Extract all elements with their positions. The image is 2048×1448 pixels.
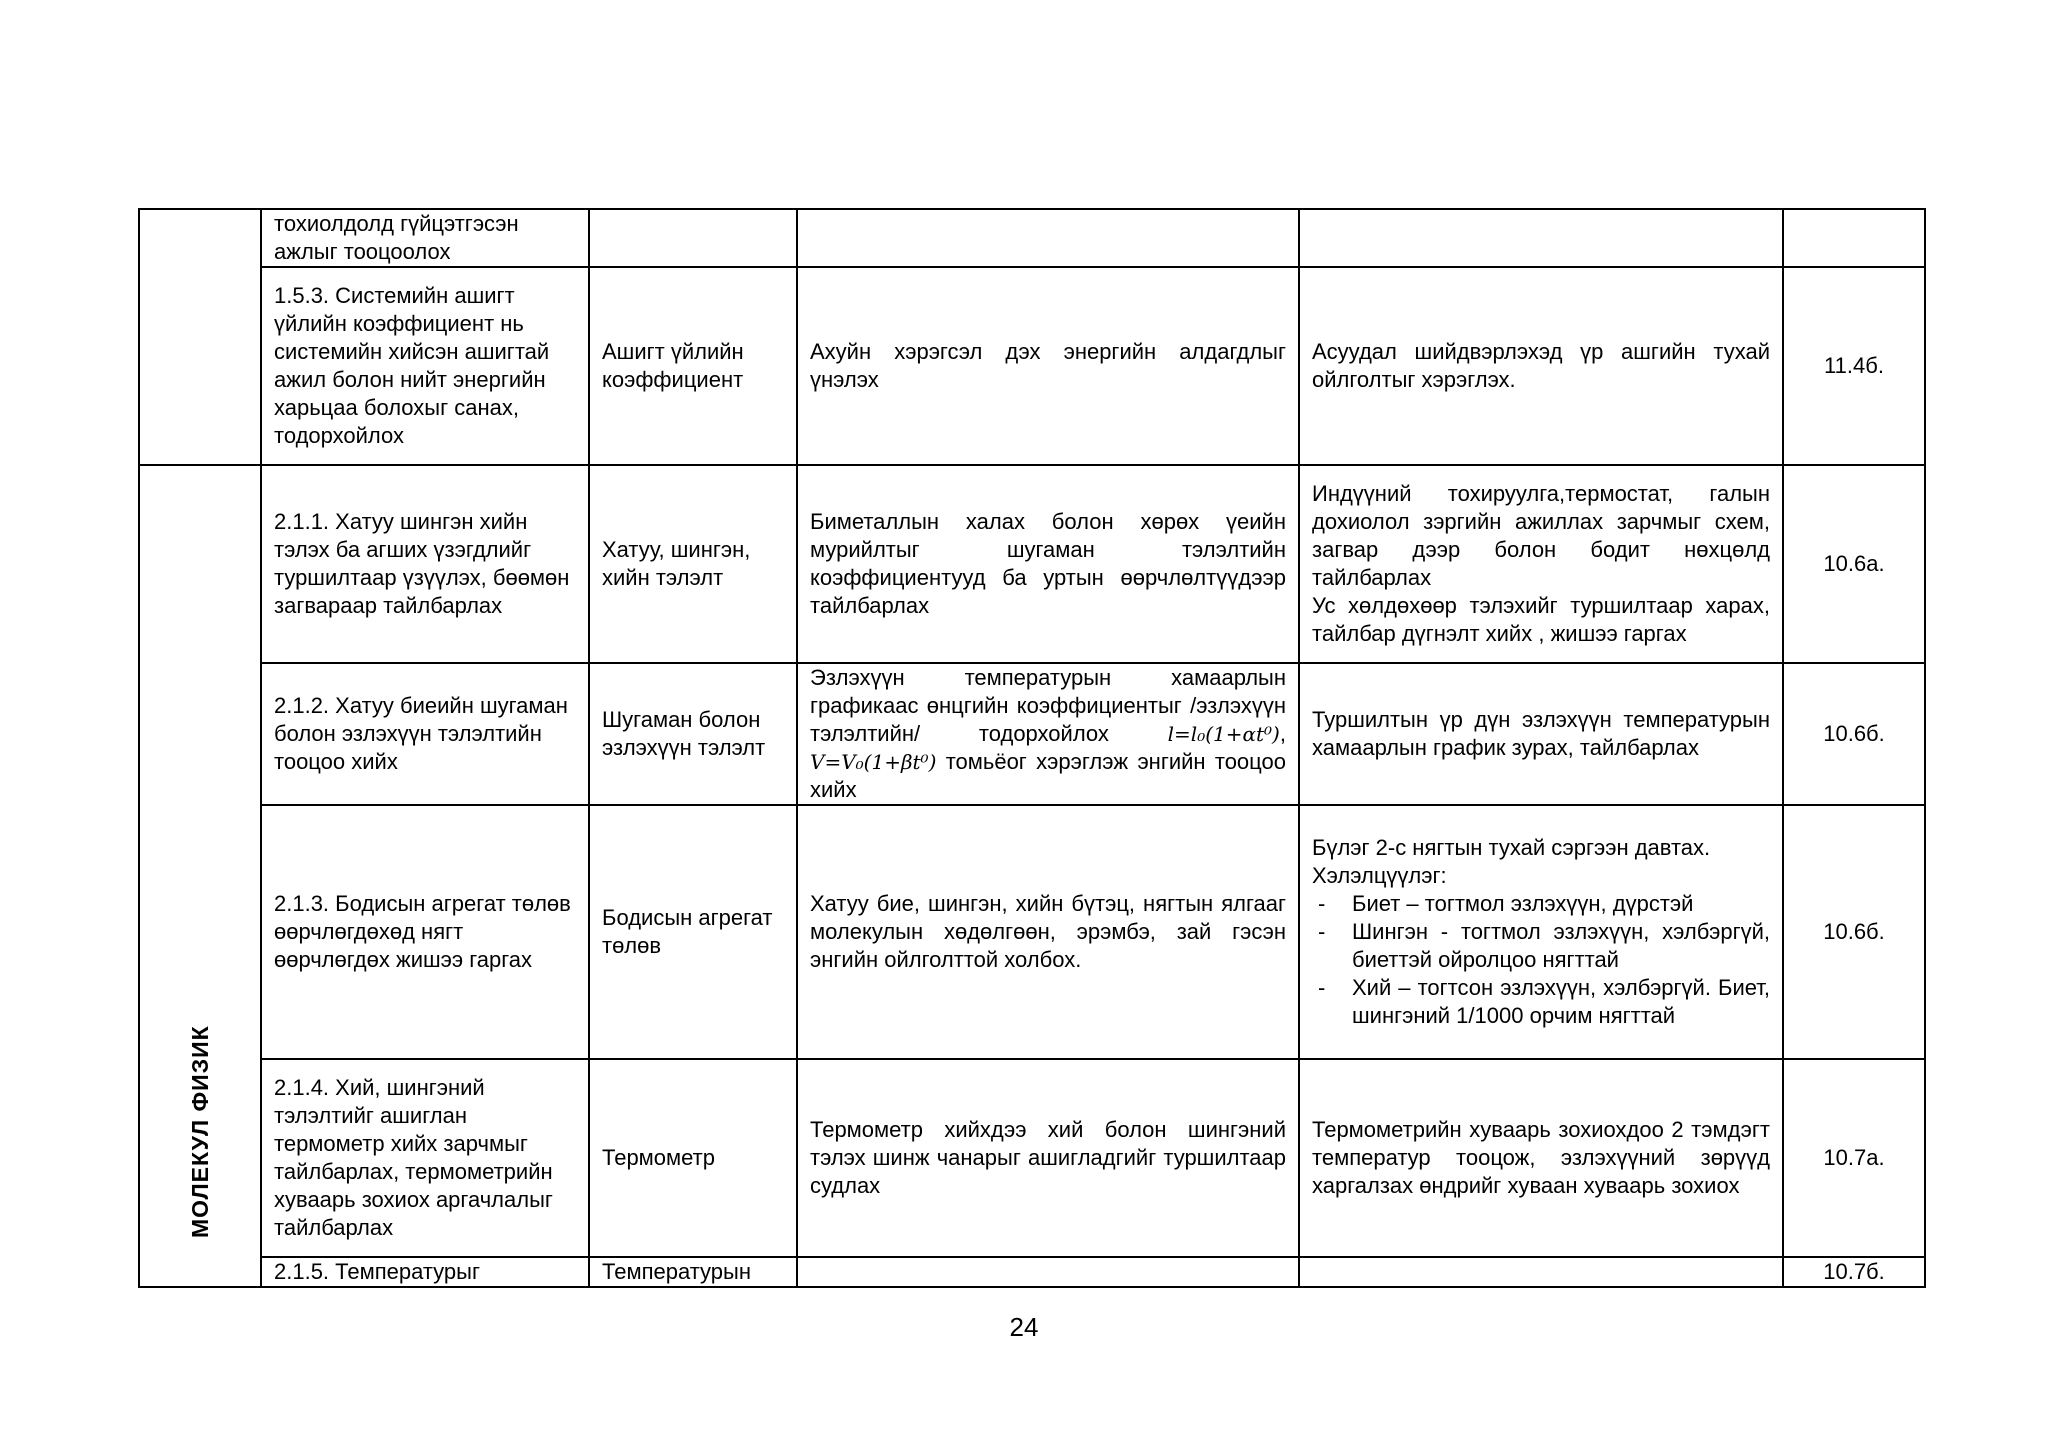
code-cell: 11.4б.: [1783, 267, 1925, 465]
table-row: [139, 1059, 1925, 1257]
activity-cell: Туршилтын үр дүн эзлэхүүн температурын хамаарлын график зурах, тайлбарлах: [1299, 663, 1783, 805]
criteria-cell: Биметаллын халах болон хөрөх үеийн мурийлтыг шугаман тэлэлтийн коэффициентууд ба уртын өөрчлөлтүүдээр тайлбарлах: [797, 465, 1299, 663]
activity-cell: Термометрийн хуваарь зохиохдоо 2 тэмдэгт температур тооцож, эзлэхүүний зөрүүд харгалзах өндрийг хуваан хуваарь зохиох: [1299, 1059, 1783, 1257]
code-cell: 10.6б.: [1783, 805, 1925, 1059]
formula-linear: l=l₀(1+αt⁰): [1167, 722, 1280, 746]
objective-cell: 2.1.1. Хатуу шингэн хийн тэлэх ба агших үзэгдлийг туршилтаар үзүүлэх, бөөмөн загвараар тайлбарлах: [261, 465, 589, 663]
table-row: [139, 209, 1925, 267]
list-item: - Хий – тогтсон эзлэхүүн, хэлбэргүй. Биет, шингэний 1/1000 орчим нягттай: [1312, 974, 1770, 1030]
activity-list: [1312, 890, 1770, 1030]
code-cell: 10.7б.: [1783, 1257, 1925, 1287]
objective-cell: 2.1.4. Хий, шингэний тэлэлтийг ашиглан термометр хийх зарчмыг тайлбарлах, термометрийн хуваарь зохиох аргачлалыг тайлбарлах: [261, 1059, 589, 1257]
topic-cell: Шугаман болон эзлэхүүн тэлэлт: [589, 663, 797, 805]
table-row: [139, 267, 1925, 465]
activity-cell: Индүүний тохируулга,термостат, галын дохиолол зэргийн ажиллах зарчмыг схем, загвар дээр болон бодит нөхцөлд тайлбарлах Ус хөлдөхөөр тэлэхийг туршилтаар харах, тайлбар дүгнэлт хийх , жишээ гаргах: [1299, 465, 1783, 663]
topic-cell: Хатуу, шингэн, хийн тэлэлт: [589, 465, 797, 663]
objective-cell: 2.1.5. Температурыг: [261, 1257, 589, 1287]
formula-volume: V=V₀(1+βt⁰): [810, 750, 937, 774]
list-item: - Шингэн - тогтмол эзлэхүүн, хэлбэргүй, биеттэй ойролцоо нягттай: [1312, 918, 1770, 974]
section-cell-empty: [139, 209, 261, 465]
table-row: [139, 465, 1925, 663]
table-row: [139, 805, 1925, 1059]
criteria-tail: томьёог хэрэглэж энгийн тооцоо хийх: [810, 749, 1286, 802]
activity-intro: Бүлэг 2-с нягтын тухай сэргээн давтах.: [1312, 835, 1711, 860]
objective-cell: 1.5.3. Системийн ашигт үйлийн коэффициент нь системийн хийсэн ашигтай ажил болон нийт энергийн харьцаа болохыг санах, тодорхойлох: [261, 267, 589, 465]
criteria-cell: Хатуу бие, шингэн, хийн бүтэц, нягтын ялгааг молекулын хөдөлгөөн, эрэмбэ, зай гэсэн энгийн ойлголттой холбох.: [797, 805, 1299, 1059]
criteria-text: Эзлэхүүн температурын хамаарлын графикаас өнцгийн коэффициентыг /эзлэхүүн тэлэлтийн/ тодорхойлох: [810, 665, 1286, 746]
activity-cell: [1299, 209, 1783, 267]
topic-cell: Термометр: [589, 1059, 797, 1257]
code-cell: 10.7а.: [1783, 1059, 1925, 1257]
code-cell: 10.6а.: [1783, 465, 1925, 663]
topic-cell: Бодисын агрегат төлөв: [589, 805, 797, 1059]
list-item: - Биет – тогтмол эзлэхүүн, дүрстэй: [1312, 890, 1770, 918]
curriculum-table: [138, 208, 1926, 1288]
page-number: 24: [1009, 1312, 1039, 1342]
activity-cell: [1299, 1257, 1783, 1287]
topic-cell: [589, 209, 797, 267]
criteria-cell: [797, 209, 1299, 267]
code-cell: [1783, 209, 1925, 267]
topic-cell: Температурын: [589, 1257, 797, 1287]
table-row: [139, 663, 1925, 805]
criteria-cell: Термометр хийхдээ хий болон шингэний тэлэх шинж чанарыг ашигладгийг туршилтаар судлах: [797, 1059, 1299, 1257]
objective-cell: 2.1.2. Хатуу биеийн шугаман болон эзлэхүүн тэлэлтийн тооцоо хийх: [261, 663, 589, 805]
table-row: [139, 1257, 1925, 1287]
criteria-cell: Эзлэхүүн температурын хамаарлын графикаас өнцгийн коэффициентыг /эзлэхүүн тэлэлтийн/ тодорхойлох l=l₀(1+αt⁰), V=V₀(1+βt⁰) томьёог хэрэглэж энгийн тооцоо хийх: [797, 663, 1299, 805]
activity-cell: Асуудал шийдвэрлэхэд үр ашгийн тухай ойлголтыг хэрэглэх.: [1299, 267, 1783, 465]
activity-cell: [1299, 805, 1783, 1059]
criteria-cell: [797, 1257, 1299, 1287]
section-label: МОЛЕКУЛ ФИЗИК: [187, 1025, 213, 1238]
objective-cell: 2.1.3. Бодисын агрегат төлөв өөрчлөгдөхөд нягт өөрчлөгдөх жишээ гаргах: [261, 805, 589, 1059]
section-cell: [139, 465, 261, 1287]
objective-cell: тохиолдолд гүйцэтгэсэн ажлыг тооцоолох: [261, 209, 589, 267]
activity-subheading: Хэлэлцүүлэг:: [1312, 863, 1447, 888]
topic-cell: Ашигт үйлийн коэффициент: [589, 267, 797, 465]
code-cell: 10.6б.: [1783, 663, 1925, 805]
criteria-cell: Ахуйн хэрэгсэл дэх энергийн алдагдлыг үнэлэх: [797, 267, 1299, 465]
